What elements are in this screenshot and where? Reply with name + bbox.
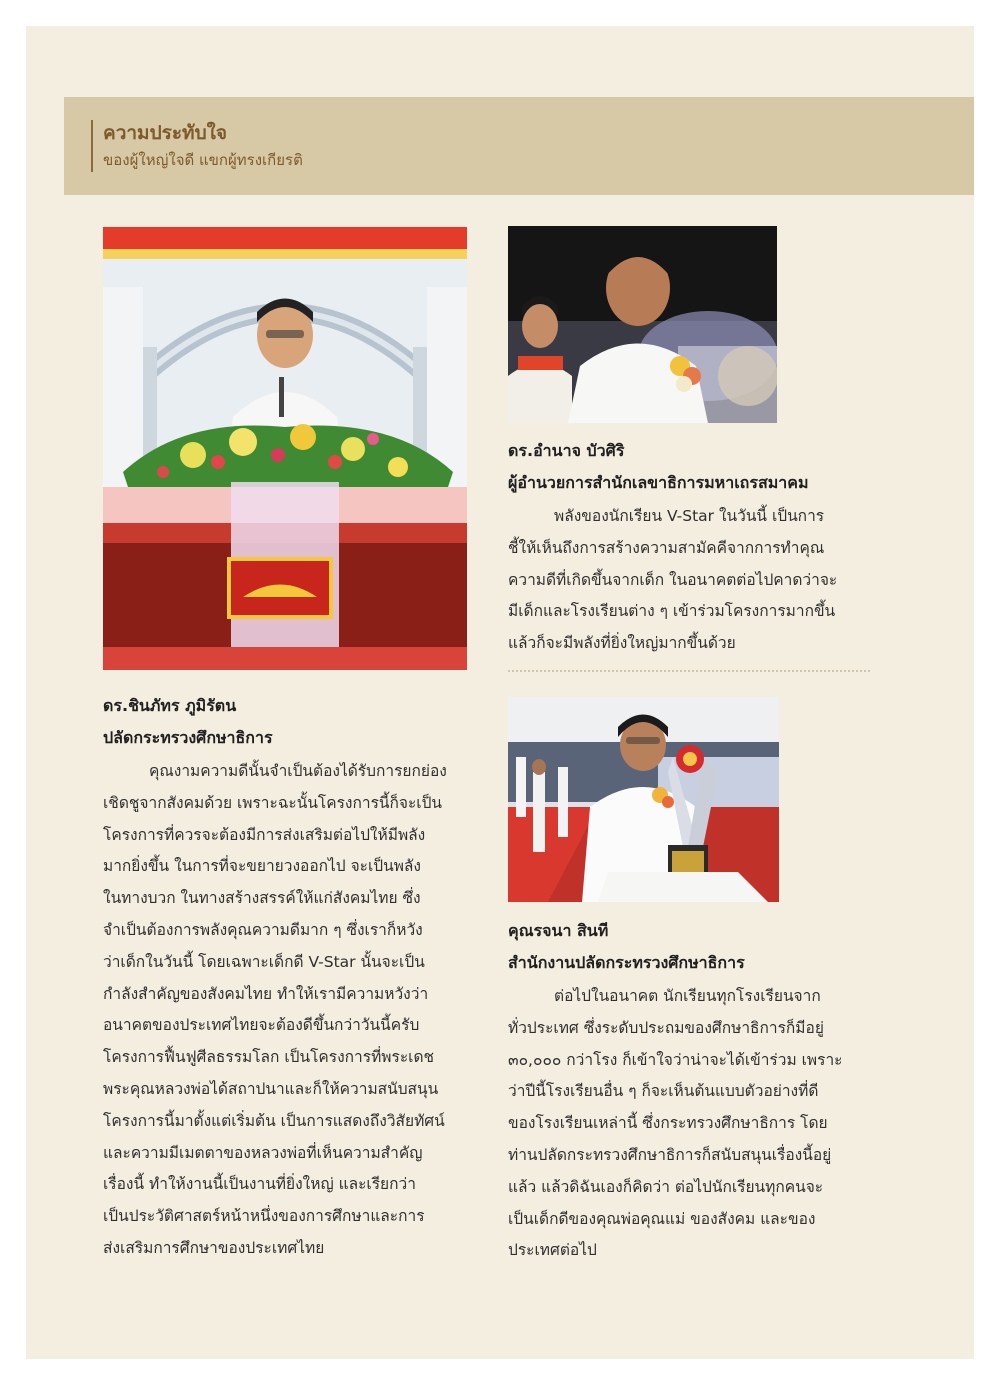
- speaker-position: ผู้อำนวยการสำนักเลขาธิการมหาเถรสมาคม: [508, 473, 809, 492]
- text-line: แล้วก็จะมีพลังที่ยิ่งใหญ่มากขึ้นด้วย: [508, 634, 736, 653]
- speaker-position: สำนักงานปลัดกระทรวงศึกษาธิการ: [508, 953, 745, 972]
- text-line: มีเด็กและโรงเรียนต่าง ๆ เข้าร่วมโครงการมากขึ้น: [508, 602, 836, 621]
- text-line: เรื่องนี้ ทำให้งานนี้เป็นงานที่ยิ่งใหญ่ และเรียกว่า: [103, 1175, 416, 1194]
- text-line: เชิดชูจากสังคมด้วย เพราะฉะนั้นโครงการนี้ก็จะเป็น: [103, 793, 443, 812]
- text-line: กำลังสำคัญของสังคมไทย ทำให้เรามีความหวังว่า: [103, 984, 429, 1003]
- photo-woman-with-trophy: [508, 697, 779, 902]
- text-line: เป็นเด็กดีของคุณพ่อคุณแม่ ของสังคม และของ: [508, 1209, 816, 1228]
- text-line: ประเทศต่อไป: [508, 1241, 597, 1260]
- quote-text: [508, 501, 872, 660]
- text-line: ของโรงเรียนเหล่านี้ ซึ่งกระทรวงศึกษาธิการ โดย: [508, 1114, 828, 1133]
- text-line: ว่าเด็กในวันนี้ โดยเฉพาะเด็กดี V-Star นั้นจะเป็น: [103, 952, 425, 971]
- quote-text: [103, 756, 469, 1265]
- speaker-name: ดร.อำนาจ บัวศิริ: [508, 441, 625, 460]
- speaker-position: ปลัดกระทรวงศึกษาธิการ: [103, 728, 273, 747]
- dotted-divider: [508, 670, 870, 672]
- header-subtitle: ของผู้ใหญ่ใจดี แขกผู้ทรงเกียรติ: [103, 151, 303, 169]
- text-line: คุณงามความดีนั้นจำเป็นต้องได้รับการยกย่อง: [149, 762, 447, 780]
- speaker-name: ดร.ชินภัทร ภูมิรัตน: [103, 696, 237, 715]
- text-line: อนาคตของประเทศไทยจะต้องดีขึ้นกว่าวันนี้ครับ: [103, 1016, 420, 1035]
- text-line: ว่าปีนี้โรงเรียนอื่น ๆ ก็จะเห็นต้นแบบตัวอย่างที่ดี: [508, 1082, 819, 1101]
- header-divider: [91, 120, 93, 172]
- photo-man-in-white-uniform: [508, 226, 777, 423]
- header-title: ความประทับใจ: [103, 122, 228, 144]
- text-line: และความมีเมตตาของหลวงพ่อที่เห็นความสำคัญ: [103, 1143, 423, 1162]
- text-line: พลังของนักเรียน V-Star ในวันนี้ เป็นการ: [554, 507, 825, 525]
- text-line: ความดีที่เกิดขึ้นจากเด็ก ในอนาคตต่อไปคาดว่าจะ: [508, 570, 838, 589]
- text-line: ๓๐,๐๐๐ กว่าโรง ก็เข้าใจว่าน่าจะได้เข้าร่วม เพราะ: [508, 1050, 843, 1069]
- text-line: โครงการฟื้นฟูศีลธรรมโลก เป็นโครงการที่พระเดช: [103, 1048, 435, 1067]
- text-line: โครงการนี้มาตั้งแต่เริ่มต้น เป็นการแสดงถึงวิสัยทัศน์: [103, 1111, 445, 1130]
- text-line: โครงการที่ควรจะต้องมีการส่งเสริมต่อไปให้มีพลัง: [103, 825, 426, 844]
- text-line: แล้ว แล้วดิฉันเองก็คิดว่า ต่อไปนักเรียนทุกคนจะ: [508, 1177, 824, 1196]
- text-line: ในทางบวก ในทางสร้างสรรค์ให้แก่สังคมไทย ซึ่ง: [103, 889, 421, 908]
- text-line: มากยิ่งขึ้น ในการที่จะขยายวงออกไป จะเป็นพลัง: [103, 857, 421, 876]
- text-line: จำเป็นต้องการพลังคุณความดีมาก ๆ ซึ่งเราก็หวัง: [103, 920, 423, 939]
- text-line: ทั่วประเทศ ซึ่งระดับประถมของศึกษาธิการก็มีอยู่: [508, 1018, 824, 1037]
- text-line: ชี้ให้เห็นถึงการสร้างความสามัคคีจากการทำคุณ: [508, 538, 825, 557]
- text-line: พระคุณหลวงพ่อได้สถาปนาและก็ให้ความสนับสนุน: [103, 1079, 439, 1098]
- quote-text: [508, 981, 872, 1267]
- photo-speaker-at-podium: [103, 227, 467, 670]
- text-line: ต่อไปในอนาคต นักเรียนทุกโรงเรียนจาก: [554, 987, 821, 1005]
- text-line: ท่านปลัดกระทรวงศึกษาธิการก็สนับสนุนเรื่องนี้อยู่: [508, 1145, 832, 1164]
- speaker-name: คุณรจนา สินที: [508, 921, 609, 940]
- text-line: ส่งเสริมการศึกษาของประเทศไทย: [103, 1238, 325, 1257]
- text-line: เป็นประวัติศาสตร์หน้าหนึ่งของการศึกษาและการ: [103, 1207, 425, 1226]
